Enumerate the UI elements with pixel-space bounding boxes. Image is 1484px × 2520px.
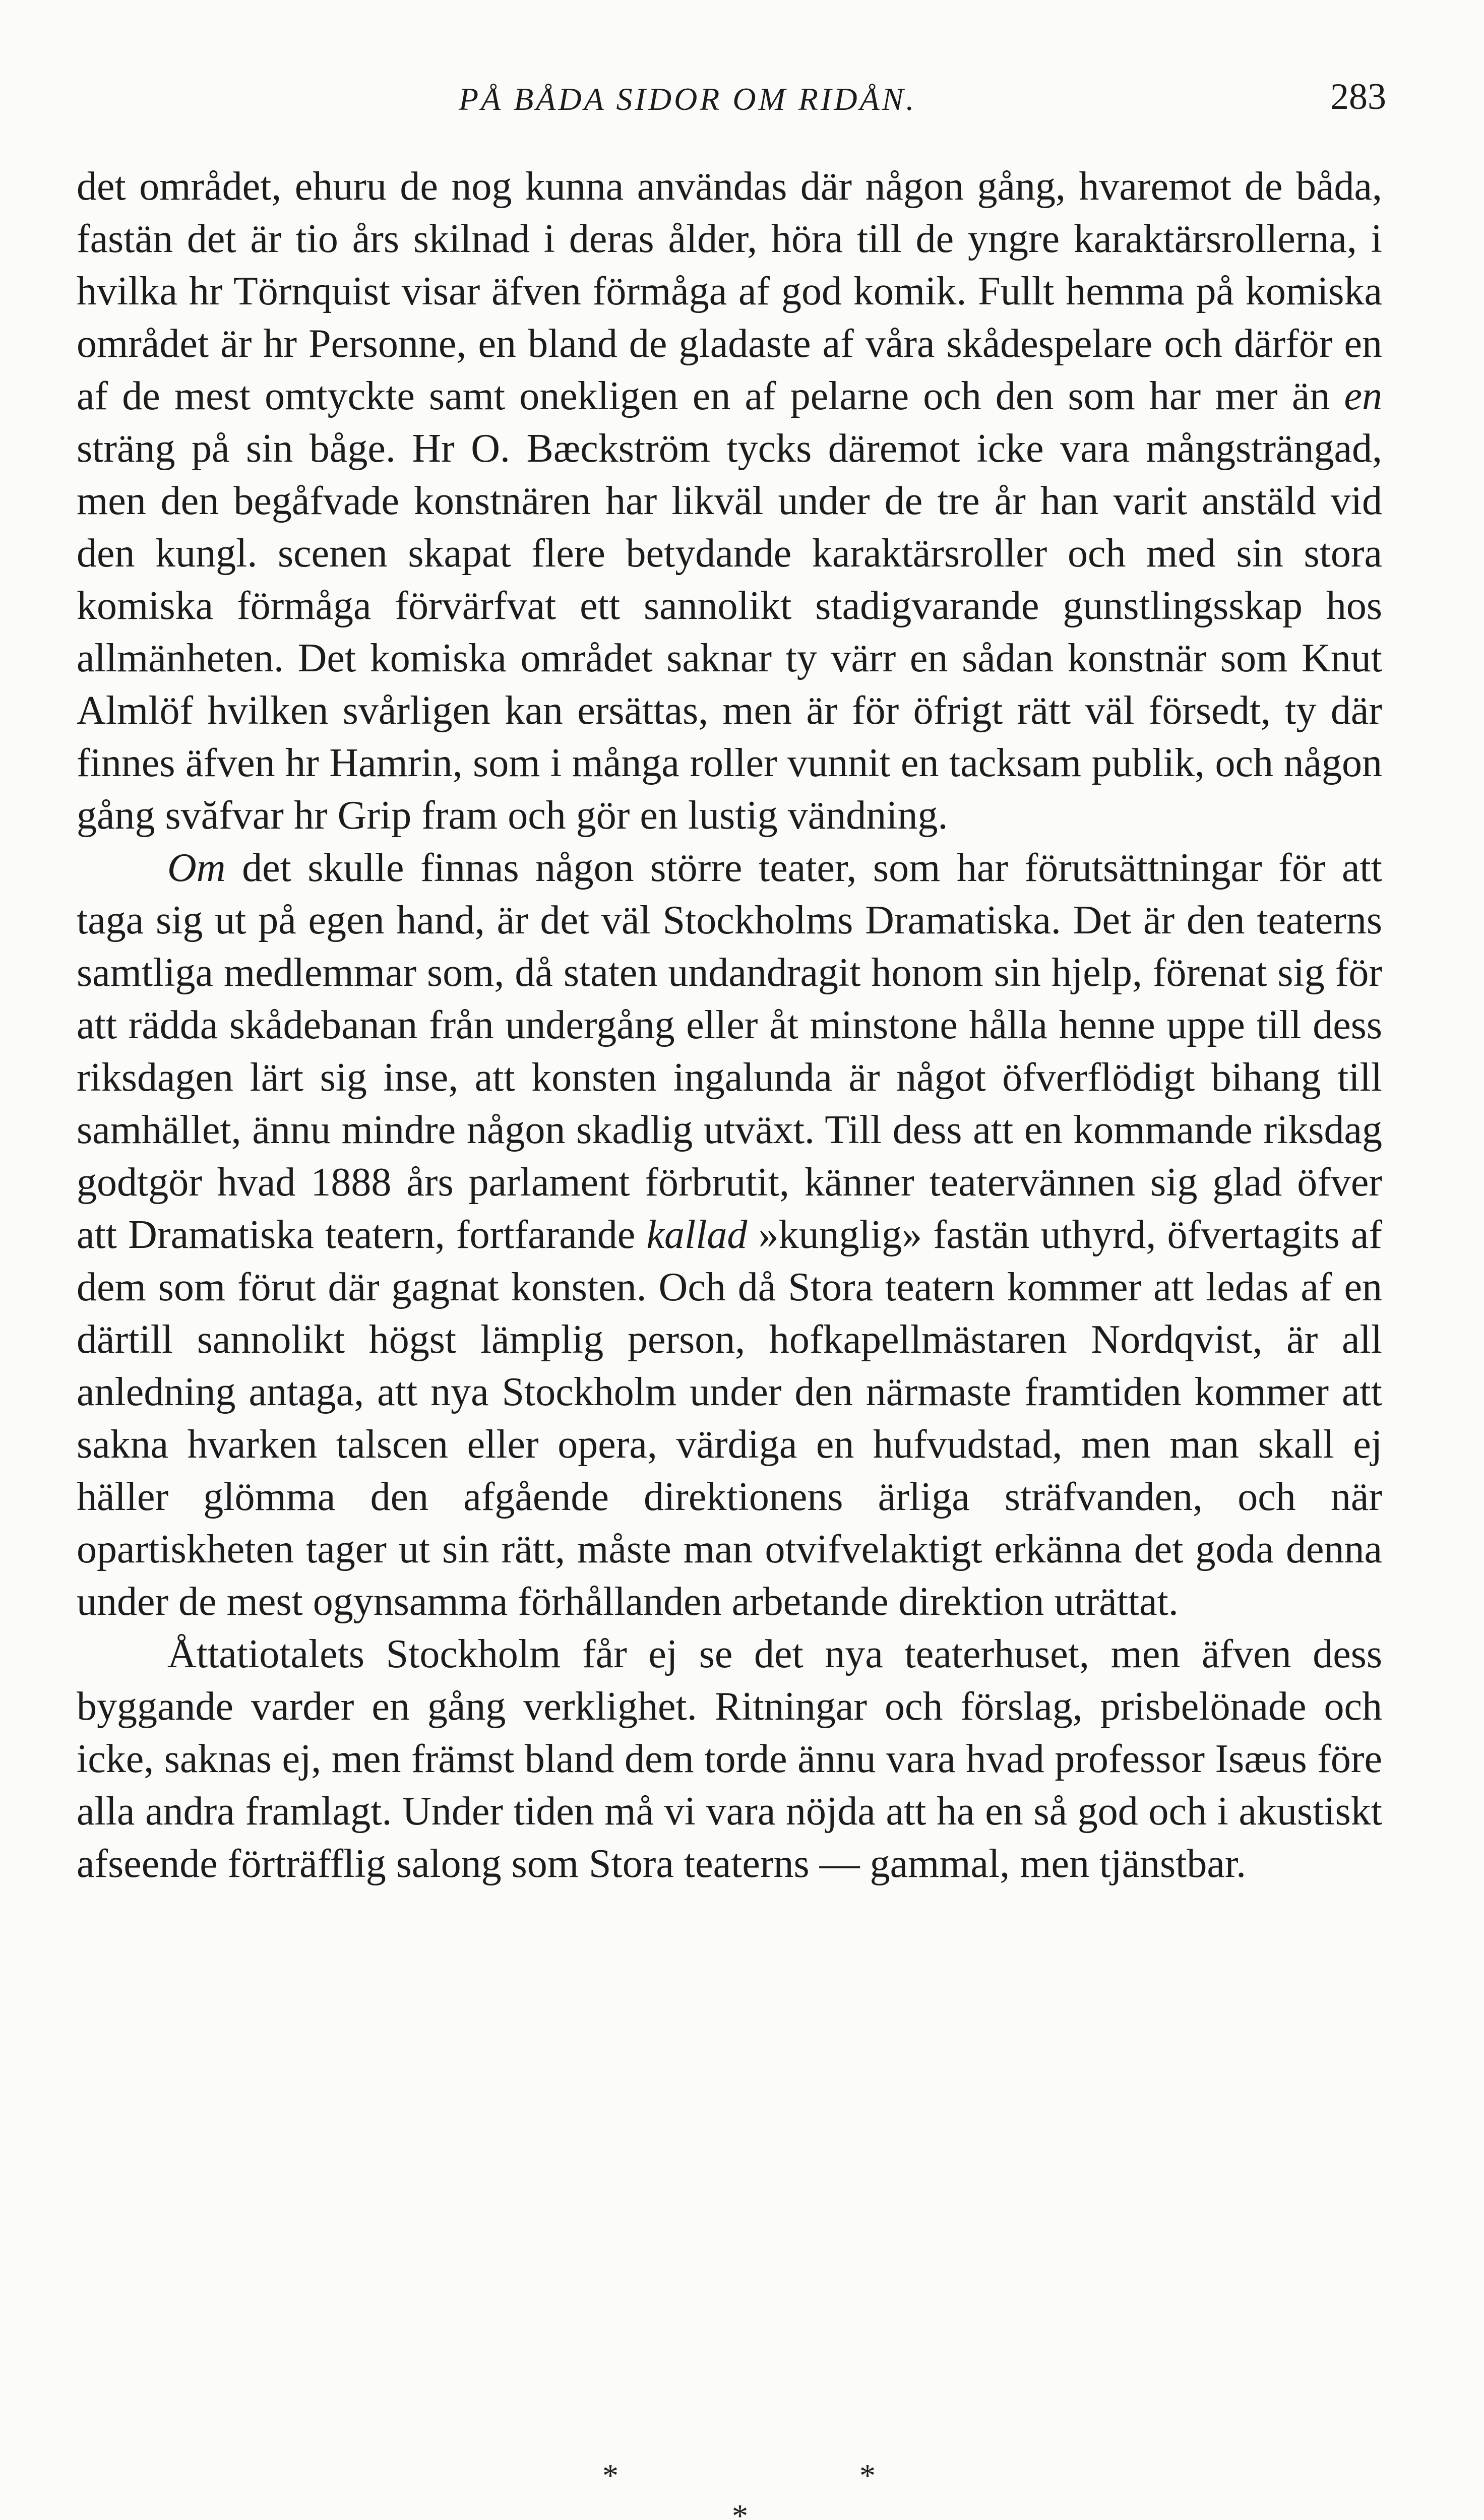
running-title: PÅ BÅDA SIDOR OM RIDÅN. (459, 81, 917, 117)
italic-text: en (1344, 374, 1382, 418)
paragraph (77, 160, 1382, 842)
ornament-star: * (732, 2498, 748, 2520)
paragraph (77, 1628, 1382, 1890)
text-run: det skulle finnas någon större teater, som har förutsättningar för att taga sig ut på egen hand, är det väl Stockholms Dramatiska. Det är den teaterns samtliga medlemmar som, då staten undandragit honom sin hjelp, förenat sig för att rädda skådebanan från undergång eller åt minstone hålla henne uppe till dess riksdagen lärt sig inse, att konsten ingalunda är något öfverflödigt bihang till samhället, ännu mindre någon skadlig utväxt. Till dess att en kommande riksdag godtgör hvad 1888 års parlament förbrutit, känner teatervännen sig glad öfver att Dramatiska teatern, fortfarande (77, 846, 1382, 1257)
running-head (76, 76, 1386, 126)
text-run: sträng på sin båge. Hr O. Bæckström tycks däremot icke vara mångsträngad, men den begåfvade konstnären har likväl under de tre år han varit anstäld vid den kungl. scenen skapat flere betydande karaktärsroller och med sin stora komiska förmåga förvärfvat ett sannolikt stadigvarande gunstlingsskap hos allmänheten. Det komiska området saknar ty värr en sådan konstnär som Knut Almlöf hvilken svårligen kan ersättas, men är för öfrigt rätt väl försedt, ty där finnes äfven hr Hamrin, som i många roller vunnit en tacksam publik, och någon gång svăfvar hr Grip fram och gör en lustig vändning. (77, 426, 1382, 838)
text-run: »kunglig» fastän uthyrd, öfvertagits af dem som förut där gagnat konsten. Och då Stora teatern kommer att ledas af en därtill sannolikt högst lämplig person, hofkapellmästaren Nordqvist, är all anledning antaga, att nya Stockholm under den närmaste framtiden kommer att sakna hvarken talscen eller opera, värdiga en hufvudstad, men man skall ej häller glömma den afgående direktionens ärliga sträfvanden, och när opartiskheten tager ut sin rätt, måste man otvifvelaktigt erkänna det goda denna under de mest ogynsamma förhållanden arbetande direktion uträttat. (77, 1213, 1383, 1624)
section-ornament (0, 2458, 1484, 2520)
italic-text: Om (167, 846, 226, 890)
italic-text: kallad (646, 1213, 748, 1257)
page-number: 283 (1330, 76, 1386, 117)
ornament-star: * (602, 2458, 619, 2493)
paragraph (77, 842, 1382, 1628)
body-text (77, 160, 1382, 1890)
text-run: Åttatiotalets Stockholm får ej se det nya teaterhuset, men äfven dess byggande varder en gång verklighet. Ritningar och förslag, prisbelönade och icke, saknas ej, men främst bland dem torde ännu vara hvad professor Isæus före alla andra framlagt. Under tiden må vi vara nöjda att ha en så god och i akustiskt afseende förträfflig salong som Stora teaterns — gammal, men tjänstbar. (77, 1632, 1382, 1886)
ornament-star: * (859, 2458, 876, 2493)
text-run: det området, ehuru de nog kunna användas där någon gång, hvaremot de båda, fastän det är tio års skilnad i deras ålder, höra till de yngre karaktärsrollerna, i hvilka hr Törnquist visar äfven förmåga af god komik. Fullt hemma på komiska området är hr Personne, en bland de gladaste af våra skådespelare och därför en af de mest omtyckte samt onekligen en af pelarne och den som har mer än (77, 164, 1382, 418)
